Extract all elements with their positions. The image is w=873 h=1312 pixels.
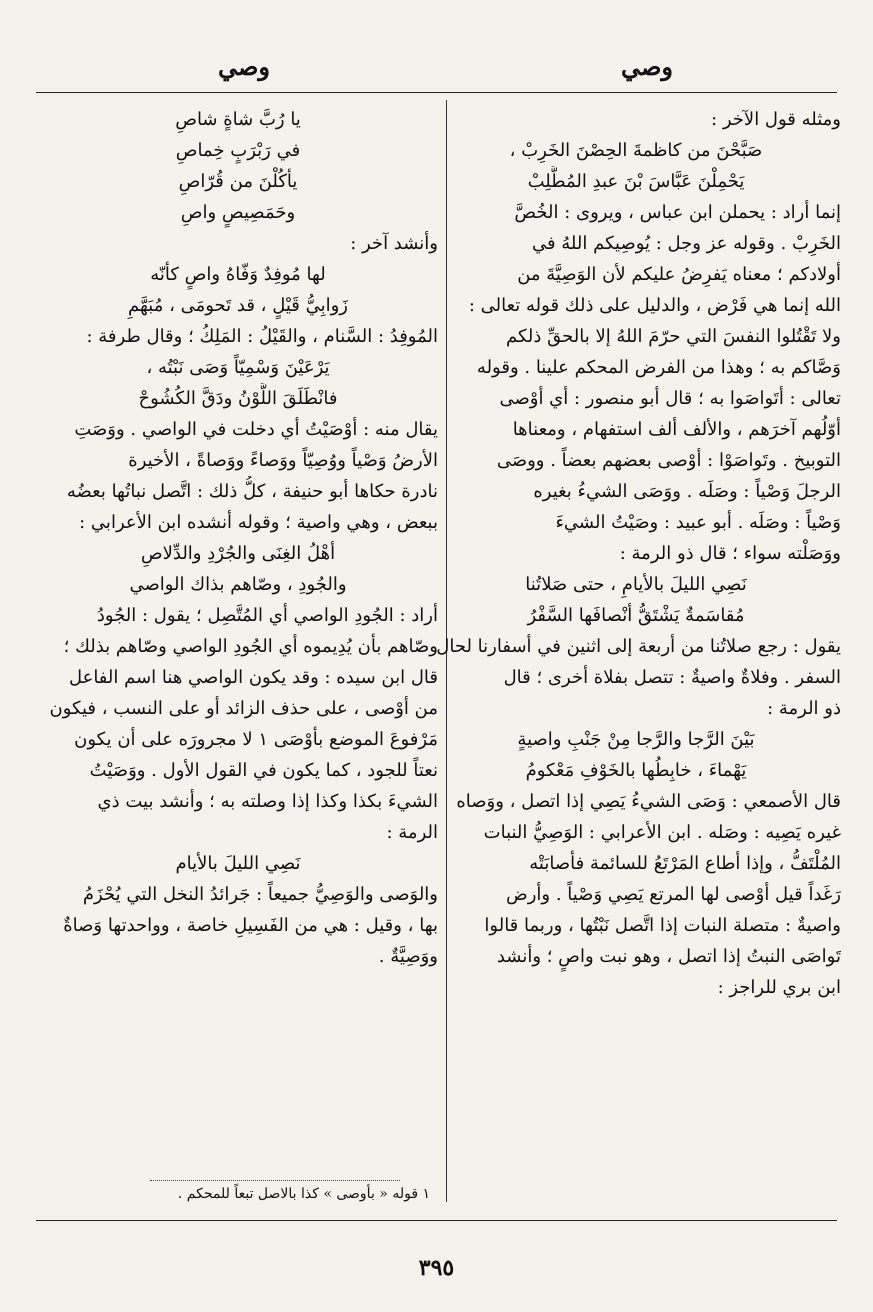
verse-line: والجُودِ ، وصّاهم بذاك الواصي xyxy=(129,574,347,595)
text-line: واصيةٌ : متصلة النبات إذا اتَّصل نَبْتُها ، وربما قالوا xyxy=(484,915,841,936)
text-line: الله إنما هي فَرْض ، والدليل على ذلك قوله تعالى : xyxy=(468,295,841,316)
text-line: ذو الرمة : xyxy=(767,698,841,719)
verse-line: يَرْعَيْنَ وَسْمِيّاً وَصَى نَبْتُه ، xyxy=(146,357,330,378)
text-line: الخَرِبْ . وقوله عز وجل : يُوصِيكم اللهُ في xyxy=(531,233,841,254)
text-line: رَغَداً قيل أوْصى لها المرتع يَصِي وَصْياً . وأرض xyxy=(505,884,841,905)
text-line: نعتاً للجود ، كما يكون في القول الأول . ووَصَيْتُ xyxy=(89,760,438,781)
text-line: أراد : الجُودِ الواصي أي المُتَّصِل ؛ يقول : الجُودُ xyxy=(96,605,438,626)
text-line: يقول : رجع صلاتُنا من أربعة إلى اثنين في أسفارنا لحال xyxy=(436,636,841,657)
text-line: المُلْتَفُّ ، وإذا أطاع المَرْتَعُ للسائمة فأصابَتْه xyxy=(529,853,841,874)
text-line: إنما أراد : يحملن ابن عباس ، ويروى : الخُصَّ xyxy=(514,202,841,223)
text-line: المُوفِدُ : السَّنام ، والقَيْلُ : المَلِكُ ؛ وقال طرفة : xyxy=(86,326,438,347)
text-line: قال الأصمعي : وَصَى الشيءُ يَصِي إذا اتصل ، ووَصاه xyxy=(456,791,841,812)
text-line: بها ، وقيل : هي من الفَسِيلِ خاصة ، وواحدتها وَصاةٌ xyxy=(63,915,438,936)
text-line: والوَصى والوَصِيُّ جميعاً : جَرائدُ النخل التي يُحْزَمُ xyxy=(82,884,438,905)
right-column xyxy=(431,104,841,1003)
text-line: يقال منه : أوْصَيْتُ أي دخلت في الواصي . ووَصَتِ xyxy=(74,419,438,440)
verse-line: صَبَّحْنَ من كاظمةَ الحِصْنَ الخَرِبْ ، xyxy=(509,140,763,161)
text-line: ولا تَقْتُلوا النفسَ التي حرّمَ اللهُ إلا بالحقِّ ذلكم xyxy=(505,326,841,347)
text-line: الأرضُ وَصْياً ووُصِيّاً ووَصاءً ووَصاةً ، الأخيرة xyxy=(128,450,438,471)
page-number: ٣٩٥ xyxy=(418,1255,455,1281)
text-line: قال ابن سيده : وقد يكون الواصي هنا اسم الفاعل xyxy=(68,667,438,688)
text-line: ابن بري للراجز : xyxy=(717,977,841,998)
text-line: غيره يَصِيه : وصَله . ابن الأعرابي : الوَصِيُّ النبات xyxy=(483,822,841,843)
verse-line: بَيْنَ الرَّجا والرَّجا مِنْ جَنْبِ واصيةٍ xyxy=(517,729,755,750)
text-line: وصّاهم بأن يُدِيموه أي الجُودِ الواصي وصّاهم بذلك ؛ xyxy=(63,636,438,657)
verse-line: يَهْماءَ ، خابِطُها بالخَوْفِ مَعْكومُ xyxy=(525,760,747,781)
verse-line: فانْطَلَقَ اللَّوْنُ ودَقَّ الكُشُوحْ xyxy=(138,388,338,409)
text-line: وَصْياً : وصَلَه . أبو عبيد : وصَيْتُ الشيءَ xyxy=(555,512,841,533)
verse-line: يا رُبَّ شاةٍ شاصِ xyxy=(175,109,301,130)
running-header-left: وصي xyxy=(218,52,270,81)
verse-line: وحَمَصِيصٍ واصِ xyxy=(180,202,296,223)
text-line: الشيءَ بكذا وكذا إذا وصلته به ؛ وأنشد بيت ذي xyxy=(97,791,438,812)
text-line: ووَصِيَّةٌ . xyxy=(378,946,438,967)
verse-line: أهْلُ الغِنَى والجُرْدِ والدِّلاصِ xyxy=(140,543,336,564)
footer-rule xyxy=(36,1220,837,1221)
text-line: وَصَّاكم به ؛ وهذا من الفرض المحكم علينا . وقوله xyxy=(476,357,841,378)
verse-line: نَصِي الليلَ بالأيامِ ، حتى صَلاتُنا xyxy=(525,574,747,595)
text-line: من أوْصى ، على حذف الزائد أو على النسب ، فيكون xyxy=(49,698,438,719)
verse-line: زَوابِيُّ قَيْلٍ ، قد تَحومَى ، مُبَهَّمِ xyxy=(128,295,348,316)
verse-line: لها مُوفِدٌ وَفّاهُ واصٍ كأنّه xyxy=(150,264,326,285)
text-line: تعالى : أتَواصَوا به ؛ قال أبو منصور : أي أوْصى xyxy=(499,388,841,409)
verse-line: مُقاسَمةٌ يَشْتَقُّ أنْصافَها السَّفْرُ xyxy=(527,605,745,626)
running-header-right: وصي xyxy=(621,52,673,81)
footnote-rule xyxy=(150,1180,400,1181)
text-line: أولادكم ؛ معناه يَفرِضُ عليكم لأن الوَصِيَّةَ من xyxy=(517,264,841,285)
text-line: التوبيخ . وتَواصَوْا : أوْصى بعضهم بعضاً . ووصَى xyxy=(496,450,841,471)
verse-line: في رَبْرَبٍ خِماصِ xyxy=(175,140,301,161)
verse-line: يَحْمِلْنَ عَبَّاسَ بْنَ عبدِ المُطَّلِبْ xyxy=(527,171,745,192)
text-line: أوّلُهم آخرَهم ، والألف ألف استفهام ، ومعناها xyxy=(512,419,841,440)
text-line: الرجلَ وَصْياً : وصَلَه . ووَصَى الشيءُ بغيره xyxy=(533,481,841,502)
text-line: السفر . وفلاةٌ واصيةٌ : تتصل بفلاة أخرى ؛ قال xyxy=(503,667,841,688)
verse-line: يأكُلْنَ من قُرّاصِ xyxy=(178,171,298,192)
text-line: ببعض ، وهي واصية ؛ وقوله أنشده ابن الأعرابي : xyxy=(79,512,438,533)
text-line: ووَصَلْته سواء ؛ قال ذو الرمة : xyxy=(619,543,841,564)
footnote: ١ قوله « بأوصى » كذا بالاصل تبعاً للمحكم . xyxy=(177,1186,430,1202)
text-line: الرمة : xyxy=(386,822,438,843)
text-line: نادرة حكاها أبو حنيفة ، كلُّ ذلك : اتَّصل نباتُها بعضُه xyxy=(66,481,438,502)
header-rule xyxy=(36,92,837,93)
text-line: تَواصَى النبتُ إذا اتصل ، وهو نبت واصٍ ؛ وأنشد xyxy=(496,946,841,967)
text-line: وأنشد آخر : xyxy=(350,233,438,254)
text-line: مَرْفوعَ الموضع بأوْصَى ١ لا مجرورَه على أن يكون xyxy=(74,729,438,750)
verse-line: نَصِي الليلَ بالأيام xyxy=(175,853,301,874)
left-column xyxy=(38,104,438,972)
text-line: ومثله قول الآخر : xyxy=(711,109,841,130)
